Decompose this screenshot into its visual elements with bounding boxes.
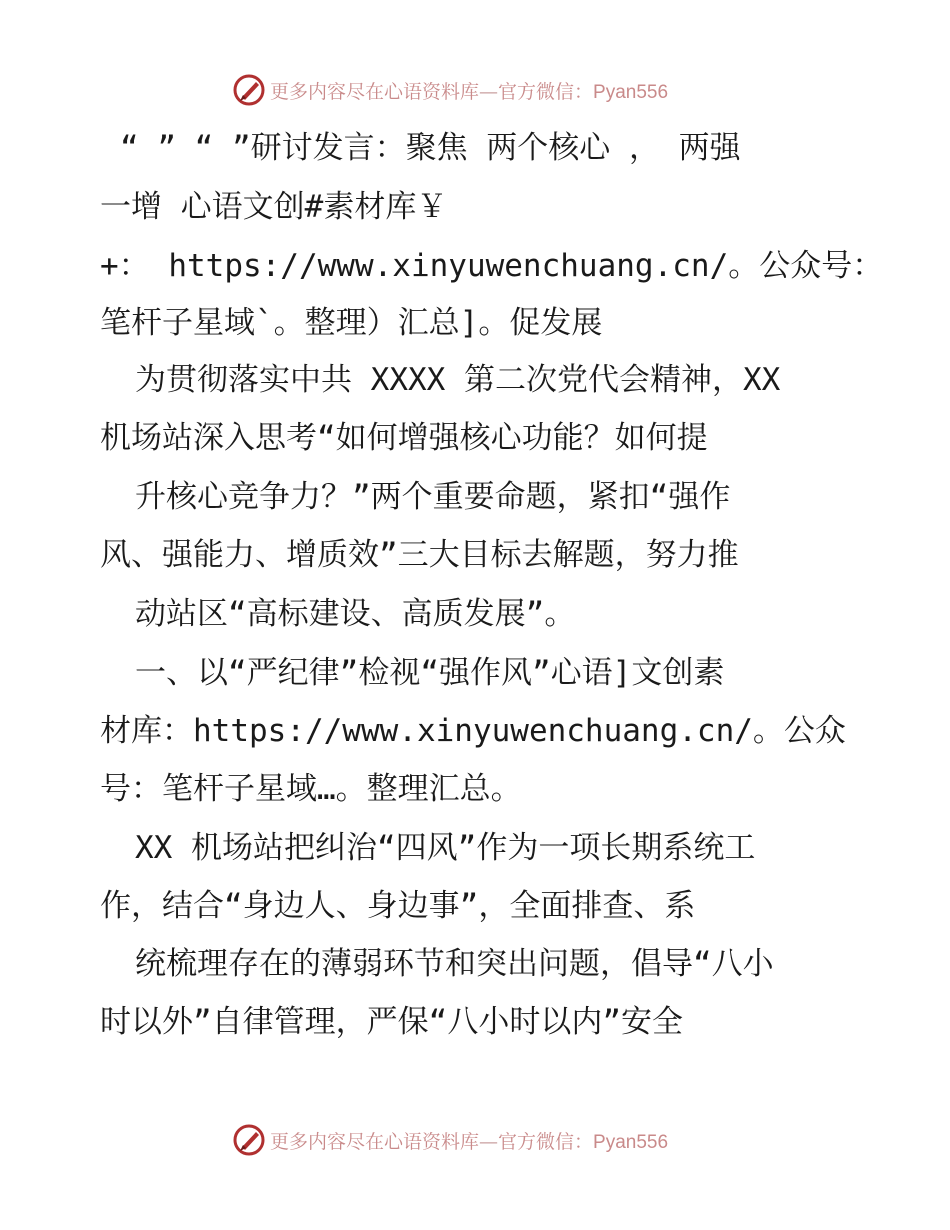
watermark-site-text: 更多内容尽在心语资料库 — [270, 1130, 480, 1153]
body-line: +： https://www.xinyuwenchuang.cn/。公众号： — [100, 248, 884, 284]
watermark-text — [270, 1127, 668, 1154]
body-line: 号：笔杆子星域…。整理汇总。 — [100, 771, 522, 807]
body-line: 材库：https://www.xinyuwenchuang.cn/。公众 — [100, 713, 846, 749]
body-line: 一增 心语文创#素材库￥ — [100, 189, 448, 225]
body-line: 动站区“高标建设、高质发展”。 — [135, 596, 576, 632]
body-line: XX 机场站把纠治“四风”作为一项长期系统工 — [135, 830, 756, 866]
body-line: 升核心竞争力？”两个重要命题，紧扣“强作 — [135, 479, 731, 515]
watermark-separator: — — [479, 80, 499, 103]
body-line: 统梳理存在的薄弱环节和突出问题，倡导“八小 — [135, 946, 774, 982]
watermark-site-text: 更多内容尽在心语资料库 — [270, 80, 480, 103]
body-line: 一、以“严纪律”检视“强作风”心语]文创素 — [135, 655, 725, 691]
body-line: 机场站深入思考“如何增强核心功能？如何提 — [100, 420, 708, 456]
watermark-wechat-label: 官方微信： — [498, 1130, 594, 1153]
watermark-separator: — — [479, 1130, 499, 1153]
body-line: 时以外”自律管理，严保“八小时以内”安全 — [100, 1004, 683, 1040]
watermark-wechat-id: Pyan556 — [593, 81, 669, 103]
body-line: 作，结合“身边人、身边事”，全面排查、系 — [100, 888, 696, 924]
body-line: 为贯彻落实中共 XXXX 第二次党代会精神，XX — [135, 362, 781, 398]
watermark-wechat-id: Pyan556 — [593, 1131, 669, 1153]
body-line: 风、强能力、增质效”三大目标去解题，努力推 — [100, 537, 739, 573]
watermark-wechat-label: 官方微信： — [498, 80, 594, 103]
xinyu-logo-icon — [232, 1123, 266, 1157]
body-line: “ ” “ ”研讨发言：聚焦 两个核心 ， 两强 — [120, 130, 741, 166]
body-line: 笔杆子星域`。整理）汇总]。促发展 — [100, 305, 603, 341]
footer-watermark — [232, 1122, 732, 1158]
